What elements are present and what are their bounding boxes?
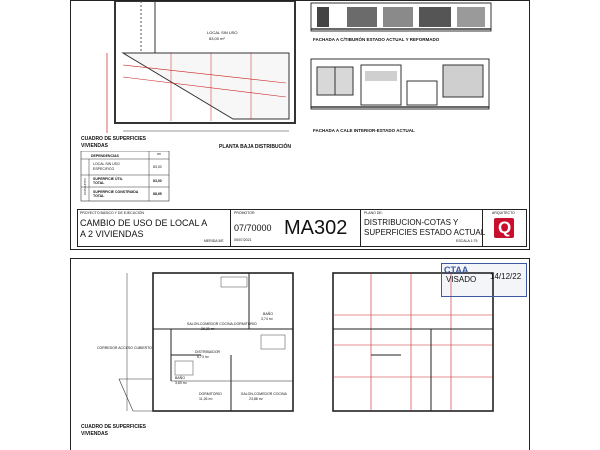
table-title-line1: CUADRO DE SUPERFICIES [81, 136, 147, 142]
drawing-sheet-1 [70, 0, 530, 250]
surfaces-table [71, 135, 171, 205]
table-unit: m² [157, 152, 162, 156]
plan-code: MA302 [284, 217, 348, 239]
plan-room-area: 83,00 m² [209, 36, 225, 41]
table-row-3-label: SUPERFICIE CONSTRUIDA [93, 190, 139, 194]
project-line1: CAMBIO DE USO DE LOCAL A [80, 218, 208, 228]
plan-caption: PLANTA BAJA DISTRIBUCIÓN [219, 144, 292, 150]
table-row-1-value: 83,00 [153, 165, 162, 169]
room-label: BAÑO [263, 312, 273, 316]
date-small: 05/07/2021 [234, 238, 252, 242]
room-area: 3,74 m² [261, 317, 273, 321]
room-label: CORREDOR ACCESO CUBIERTO [97, 346, 152, 350]
logo-letter: Q [498, 218, 512, 237]
stamp-brand: CTAA [444, 265, 469, 275]
title-block [77, 209, 527, 247]
table2-title-line1: CUADRO DE SUPERFICIES [81, 424, 147, 430]
table-title-line2: VIVIENDAS [81, 143, 108, 149]
promoter-value: 07/70000 [234, 223, 272, 233]
table-row-3-sublabel: TOTAL [93, 194, 105, 198]
table-row-3-value: 88,95 [153, 192, 162, 196]
room-label: BAÑO [175, 376, 185, 380]
room-label: SALON-COMEDOR COCINA [241, 392, 287, 396]
stamp-date: 14/12/22 [490, 272, 522, 281]
project-head: PROYECTO BÁSICO Y DE EJECUCIÓN [80, 211, 144, 215]
elevation-1-caption: FACHADA A C/TIBURÓN ESTADO ACTUAL Y REFORMADO [313, 37, 440, 42]
plano-line1: DISTRIBUCION-COTAS Y [364, 218, 459, 227]
table-row-2-label: SUPERFICIE ÚTIL [93, 177, 123, 181]
table-row-1-sublabel: ESPECIFICO [93, 167, 115, 171]
plano-line2: SUPERFICIES ESTADO ACTUAL [364, 228, 486, 237]
room-area: 26,30 m² [201, 327, 215, 331]
room-area: 23,88 m² [249, 397, 263, 401]
scale-label: ESCALA 1:75 [456, 239, 478, 243]
table-side-label: CONJUNTO [82, 178, 87, 195]
room-area: 3,60 m² [175, 381, 187, 385]
promoter-head: PROMOTOR [234, 211, 255, 215]
elevation-2-caption: FACHADA A CALE INTERIOR-ESTADO ACTUAL [313, 128, 415, 133]
room-label: SALON-COMEDOR COCINA-DORMITORIO [187, 322, 257, 326]
table-row-2-sublabel: TOTAL [93, 181, 105, 185]
plano-head: PLANO DE: [364, 211, 383, 215]
room-label: DISTRIBUIDOR [195, 350, 221, 354]
table-row-2-value: 83,00 [153, 179, 162, 183]
visado-stamp [441, 263, 527, 297]
room-area: 6,73 m² [197, 355, 209, 359]
room-label: DORMITORIO [199, 392, 222, 396]
table-row-1-label: LOCAL SIN USO [93, 162, 120, 166]
stamp-label: VISADO [446, 275, 477, 284]
plan-room-label: LOCAL SIN USO [207, 30, 238, 35]
table2-title-line2: VIVIENDAS [81, 431, 108, 437]
table-col-head: DEPENDENCIAS [91, 154, 119, 158]
drawing-sheet-2 [70, 258, 530, 450]
room-area: 11,26 m² [199, 397, 213, 401]
project-small: MERIDA 5/E [204, 239, 224, 243]
architect-head: ARQUITECTO [492, 211, 515, 215]
project-line2: A 2 VIVIENDAS [80, 229, 144, 239]
